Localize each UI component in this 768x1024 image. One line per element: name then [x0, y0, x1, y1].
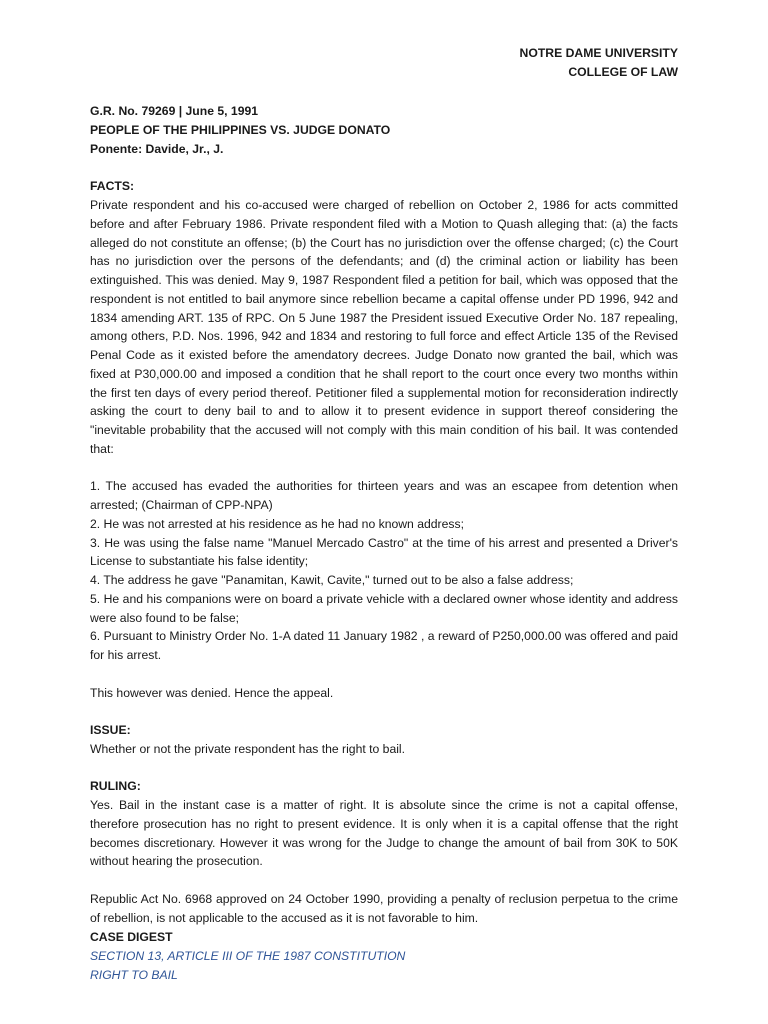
list-item: 3. He was using the false name "Manuel Mercado Castro" at the time of his arrest and presented a Driver's License to substantiate his false identity; — [90, 535, 678, 569]
ruling-section — [90, 777, 678, 927]
ponente-line: Ponente: Davide, Jr., J. — [90, 141, 224, 156]
spacer — [90, 871, 678, 890]
spacer — [90, 702, 678, 721]
issue-section — [90, 721, 678, 759]
university-name: NOTRE DAME UNIVERSITY — [519, 46, 678, 60]
list-item: 1. The accused has evaded the authorities for thirteen years and was an escapee from detention when arrested; (Chairman of CPP-NPA) — [90, 479, 678, 512]
contentions-list — [90, 477, 678, 665]
ruling-paragraph-1: Yes. Bail in the instant case is a matter of right. It is absolute since the crime is not a capital offense, therefore prosecution has no right to present evidence. It is only when it is a capital offense that the right becomes discretionary. However it was wrong for the Judge to change the amount of bail from 30K to 50K without hearing the prosecution. — [90, 798, 678, 869]
facts-paragraph: Private respondent and his co-accused were charged of rebellion on October 2, 1986 for acts committed before and after February 1986. Private respondent filed with a Motion to Quash alleging that: (a) the facts alleged do not constitute an offense; (b) the Court has no jurisdiction over the offense charged; (c) the Court has no jurisdiction over the persons of the defendants; and (d) the criminal action or liability has been extinguished. This was denied. May 9, 1987 Respondent filed a petition for bail, which was opposed that the respondent is not entitled to bail anymore since rebellion became a capital offense under PD 1996, 942 and 1834 amending ART. 135 of RPC. On 5 June 1987 the President issued Executive Order No. 187 repealing, among others, P.D. Nos. 1996, 942 and 1834 and restoring to full force and effect Article 135 of the Revised Penal Code as it existed before the amendatory decrees. Judge Donato now granted the bail, which was fixed at P30,000.00 and imposed a condition that he shall report to the court once every two months within the first ten days of every period thereof. Petitioner filed a supplemental motion for reconsideration indirectly asking the court to deny bail to and to allow it to present evidence in support thereof considering the "inevitable probability that the accused will not comply with this main condition of his bail. It was contended that: — [90, 198, 678, 456]
issue-text: Whether or not the private respondent has the right to bail. — [90, 741, 406, 756]
ruling-heading: RULING: — [90, 779, 141, 794]
facts-section — [90, 177, 678, 702]
digest-topic: RIGHT TO BAIL — [90, 967, 178, 982]
gr-number-line: G.R. No. 79269 | June 5, 1991 — [90, 104, 259, 118]
list-item: 2. He was not arrested at his residence as he had no known address; — [90, 516, 464, 531]
case-digest-label: CASE DIGEST — [90, 930, 173, 945]
spacer — [90, 459, 678, 478]
ruling-paragraph-2: Republic Act No. 6968 approved on 24 October 1990, providing a penalty of reclusion perpetua to the crime of rebellion, is not applicable to the accused as it is not favorable to him. — [90, 891, 678, 925]
college-name: COLLEGE OF LAW — [568, 64, 678, 79]
facts-heading: FACTS: — [90, 179, 135, 194]
issue-heading: ISSUE: — [90, 723, 131, 737]
document-page — [90, 44, 678, 985]
list-item: 5. He and his companions were on board a private vehicle with a declared owner whose identity and address were also found to be false; — [90, 591, 678, 625]
spacer — [90, 665, 678, 684]
list-item: 4. The address he gave "Panamitan, Kawit, Cavite," turned out to be also a false address; — [90, 573, 574, 587]
spacer — [90, 759, 678, 778]
digest-section-reference: SECTION 13, ARTICLE III OF THE 1987 CONSTITUTION — [90, 949, 406, 963]
list-item: 6. Pursuant to Ministry Order No. 1-A dated 11 January 1982 , a reward of P250,000.00 was offered and paid for his arrest. — [90, 629, 678, 662]
case-digest-footer — [90, 928, 678, 984]
document-header — [90, 44, 678, 81]
case-info — [90, 102, 678, 158]
case-title: PEOPLE OF THE PHILIPPINES VS. JUDGE DONATO — [90, 122, 391, 137]
facts-conclusion: This however was denied. Hence the appeal. — [90, 685, 334, 700]
